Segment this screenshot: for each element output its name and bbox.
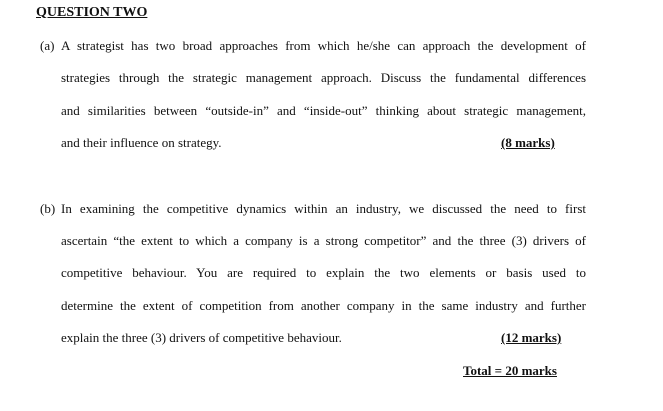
part-b-line-2: ascertain “the extent to which a company is a strong competitor” and the three (3) drivers of <box>61 233 586 248</box>
part-b-line-4: determine the extent of competition from another company in the same industry and further <box>61 298 586 313</box>
part-a-marks: (8 marks) <box>501 135 555 150</box>
part-a-line-1: A strategist has two broad approaches from which he/she can approach the development of <box>61 38 586 53</box>
part-a-label: (a) <box>40 38 55 53</box>
total-marks: Total = 20 marks <box>463 363 557 378</box>
part-b-line-5: explain the three (3) drivers of competitive behaviour. <box>61 330 342 345</box>
part-b-line-3: competitive behaviour. You are required to explain the two elements or basis used to <box>61 265 586 280</box>
part-a-line-2: strategies through the strategic management approach. Discuss the fundamental differences <box>61 70 586 85</box>
part-b-marks: (12 marks) <box>501 330 562 345</box>
part-a-line-3: and similarities between “outside-in” and “inside-out” thinking about strategic management, <box>61 103 586 118</box>
part-b-label: (b) <box>40 201 56 216</box>
question-heading: QUESTION TWO <box>36 5 148 20</box>
part-a-line-4: and their influence on strategy. <box>61 135 222 150</box>
part-b-line-1: In examining the competitive dynamics within an industry, we discussed the need to first <box>61 201 586 216</box>
